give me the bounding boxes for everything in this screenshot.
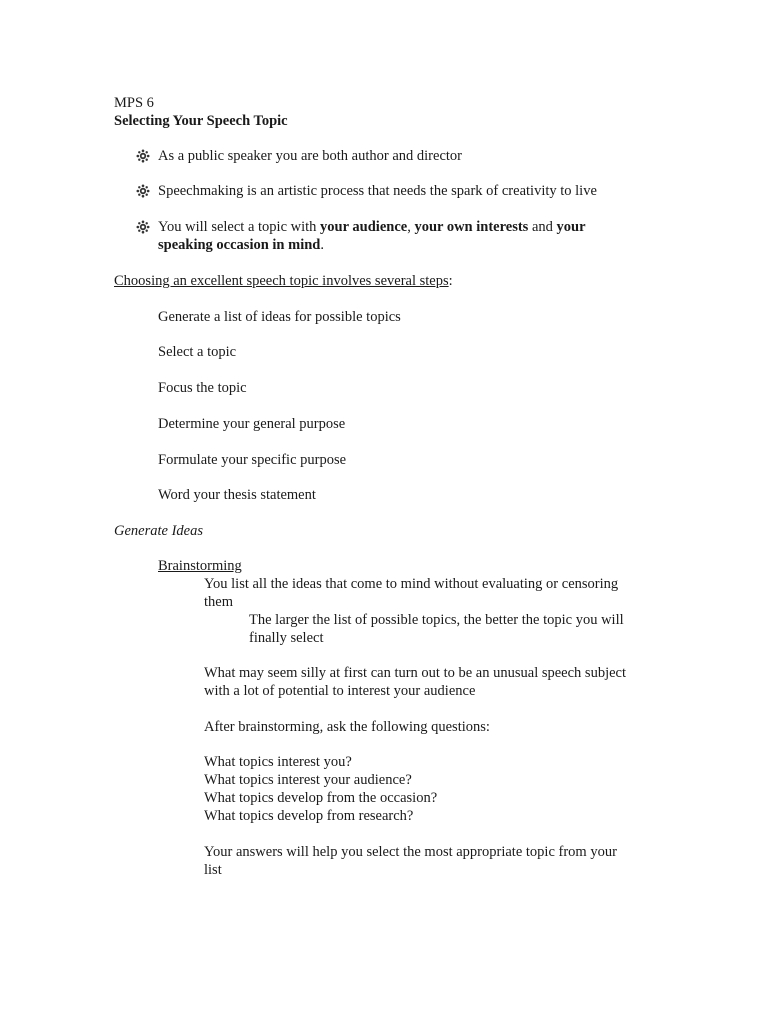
section-heading-generate-ideas: Generate Ideas — [114, 523, 203, 539]
brainstorm-line-3a: What may seem silly at first can turn out to be an unusual speech subject — [204, 665, 626, 681]
question-item: What topics develop from research? — [204, 808, 414, 824]
step-item: Generate a list of ideas for possible topics — [158, 309, 401, 325]
bullet-3-text: and — [528, 219, 557, 235]
question-item: What topics develop from the occasion? — [204, 790, 438, 806]
brainstorm-line-2b: finally select — [249, 630, 324, 646]
brainstorm-line-5b: list — [204, 862, 222, 878]
bullet-3-text: , — [407, 219, 415, 235]
brainstorm-line-5a: Your answers will help you select the most appropriate topic from your — [204, 844, 617, 860]
sun-flower-bullet-icon — [136, 184, 150, 198]
brainstorm-line-1a: You list all the ideas that come to mind without evaluating or censoring — [204, 576, 619, 592]
step-item: Determine your general purpose — [158, 416, 346, 432]
question-item: What topics interest your audience? — [204, 772, 412, 788]
bullet-text-2: Speechmaking is an artistic process that needs the spark of creativity to live — [158, 183, 597, 199]
bullet-text-3-line-2 — [158, 236, 324, 254]
subheading-brainstorming: Brainstorming — [158, 558, 242, 574]
bullet-3-text: . — [320, 237, 324, 253]
steps-intro — [114, 272, 453, 290]
brainstorm-line-4: After brainstorming, ask the following questions: — [204, 719, 490, 735]
document-code: MPS 6 — [114, 95, 154, 111]
bullet-3-emphasis-audience: your audience — [320, 219, 408, 235]
sun-flower-bullet-icon — [136, 220, 150, 234]
brainstorm-line-2a: The larger the list of possible topics, the better the topic you will — [249, 612, 624, 628]
bullet-text-3-line-1 — [158, 218, 586, 236]
step-item: Select a topic — [158, 344, 237, 360]
steps-intro-underlined: Choosing an excellent speech topic involves several steps — [114, 273, 449, 289]
brainstorm-line-3b: with a lot of potential to interest your audience — [204, 683, 476, 699]
bullet-3-text: You will select a topic with — [158, 219, 321, 235]
bullet-text-1: As a public speaker you are both author and director — [158, 148, 462, 164]
step-item: Word your thesis statement — [158, 487, 316, 503]
bullet-3-emphasis-your: your — [556, 219, 586, 235]
steps-intro-colon: : — [448, 273, 453, 289]
question-item: What topics interest you? — [204, 754, 352, 770]
document-title: Selecting Your Speech Topic — [114, 113, 288, 129]
step-item: Formulate your specific purpose — [158, 452, 347, 468]
bullet-3-emphasis-interests: your own interests — [414, 219, 529, 235]
brainstorm-line-1b: them — [204, 594, 233, 610]
step-item: Focus the topic — [158, 380, 247, 396]
bullet-3-emphasis-occasion: speaking occasion in mind — [158, 237, 321, 253]
sun-flower-bullet-icon — [136, 149, 150, 163]
